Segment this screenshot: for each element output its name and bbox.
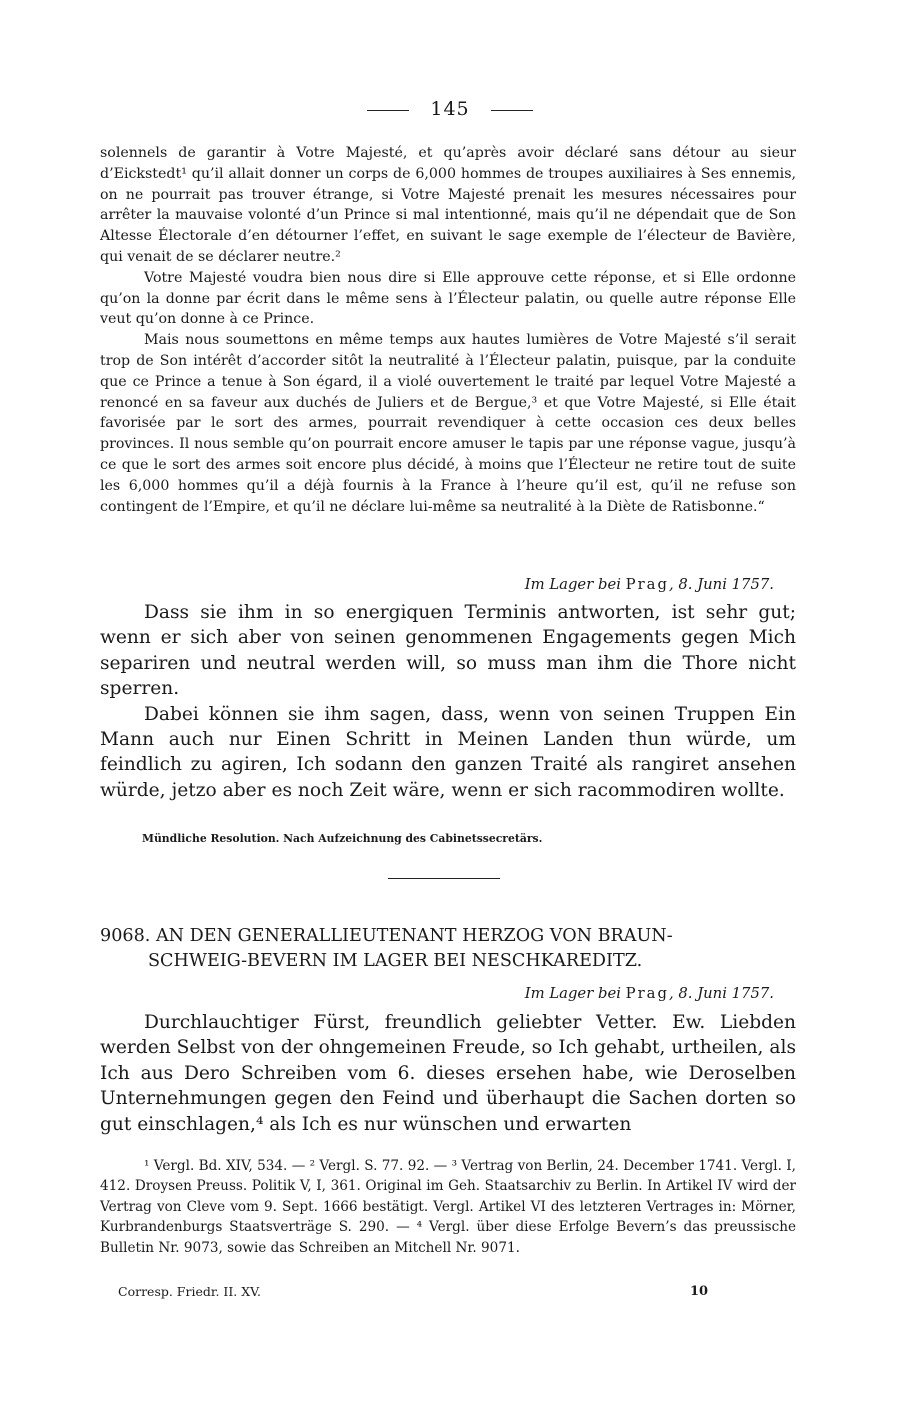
paragraph: Dabei können sie ihm sagen, dass, wenn von seinen Truppen Ein Mann auch nur Einen Schritt in Meinen Landen thun würde, um feindlich zu agiren, Ich sodann den ganzen Traité als rangiret ansehen würde, jetzo aber es noch Zeit wäre, wenn er sich racommodiren wollte.	[100, 703, 796, 801]
dateline	[525, 985, 774, 1002]
paragraph: Dass sie ihm in so energiquen Terminis antworten, ist sehr gut; wenn er sich aber von seinen genommenen Engagements gegen Mich separiren und neutral werden will, so muss man ihm die Thore nicht sperren.	[100, 602, 796, 700]
dateline	[525, 576, 774, 593]
dateline-date: , 8. Juni 1757.	[668, 985, 774, 1002]
dateline-place: Prag	[625, 576, 669, 593]
page-header	[0, 98, 900, 120]
page-number: 145	[430, 98, 470, 120]
dateline-place: Prag	[625, 985, 669, 1002]
header-dash-left	[367, 110, 409, 111]
letter-body	[100, 1010, 796, 1137]
header-dash-right	[491, 110, 533, 111]
paragraph: solennels de garantir à Votre Majesté, et qu’après avoir déclaré sans détour au sieur d’Eickstedt¹ qu’il allait donner un corps de 6,000 hommes de troupes auxiliaires à Ses ennemis, on ne pourrait pas trouver étrange, si Votre Majesté prenait les mesures nécessaires pour arrêter la mauvaise volonté d’un Prince si mal intentionné, mais qu’il ne dépendait que de Son Altesse Électorale d’en détourner l’effet, en suivant le sage exemple de l’électeur de Bavière, qui venait de se déclarer neutre.²	[100, 145, 796, 265]
dateline-date: , 8. Juni 1757.	[668, 576, 774, 593]
paragraph: Mais nous soumettons en même temps aux hautes lumières de Votre Majesté s’il serait trop de Son intérêt d’accorder sitôt la neutralité à l’Électeur palatin, puisque, par la conduite que ce Prince a tenue à Son égard, il a violé ouvertement le traité par lequel Votre Majesté a renoncé en sa faveur aux duchés de Juliers et de Bergue,³ et que Votre Majesté, si Elle était favorisée par le sort des armes, pourrait revendiquer à cette occasion ces deux belles provinces. Il nous semble qu’on pourrait encore amuser le tapis par une réponse vague, jusqu’à ce que le sort des armes soit encore plus décidé, à moins que l’Électeur ne retire tout de suite les 6,000 hommes qu’il a déjà fournis à la France à l’heure qu’il est, qu’il ne refuse son contingent de l’Empire, et qu’il ne déclare lui-même sa neutralité à la Diète de Ratisbonne.“	[100, 332, 796, 515]
paragraph: Votre Majesté voudra bien nous dire si Elle approuve cette réponse, et si Elle ordonne qu’on la donne par écrit dans le même sens à l’Électeur palatin, ou quelle autre réponse Elle veut qu’on donne à ce Prince.	[100, 269, 796, 328]
letter-continuation	[100, 143, 796, 517]
footnote-text: ¹ Vergl. Bd. XIV, 534. — ² Vergl. S. 77. 92. — ³ Vertrag von Berlin, 24. December 1741. Vergl. I, 412. Droysen Preuss. Politik V, I, 361. Original im Geh. Staatsarchiv zu Berlin. In Artikel IV wird der Vertrag von Cleve vom 9. Sept. 1666 bestätigt. Vergl. Artikel VI des letzteren Vertrages in: Mörner, Kurbrandenburgs Staatsverträge S. 290. — ⁴ Vergl. über diese Erfolge Bevern’s das preussische Bulletin Nr. 9073, sowie das Schreiben an Mitchell Nr. 9071.	[100, 1158, 796, 1256]
section-divider	[388, 878, 500, 879]
footer-reference: Corresp. Friedr. II. XV.	[118, 1284, 261, 1299]
letter-heading	[100, 924, 800, 974]
footnotes	[100, 1156, 796, 1258]
source-note: Mündliche Resolution. Nach Aufzeichnung des Cabinetssecretärs.	[142, 832, 543, 845]
heading-line-1: 9068. AN DEN GENERALLIEUTENANT HERZOG VON BRAUN-	[100, 926, 673, 946]
heading-line-2: SCHWEIG-BEVERN IM LAGER BEI NESCHKAREDITZ.	[148, 951, 643, 971]
dateline-prefix: Im Lager bei	[524, 985, 626, 1002]
footer-signature: 10	[690, 1284, 709, 1299]
resolution-text	[100, 600, 796, 803]
paragraph: Durchlauchtiger Fürst, freundlich geliebter Vetter. Ew. Liebden werden Selbst von der ohngemeinen Freude, so Ich gehabt, urtheilen, als Ich aus Dero Schreiben vom 6. dieses ersehen habe, wie Deroselben Unternehmungen gegen den Feind und überhaupt die Sachen dorten so gut einschlagen,⁴ als Ich es nur wünschen und erwarten	[100, 1012, 796, 1135]
dateline-prefix: Im Lager bei	[524, 576, 626, 593]
